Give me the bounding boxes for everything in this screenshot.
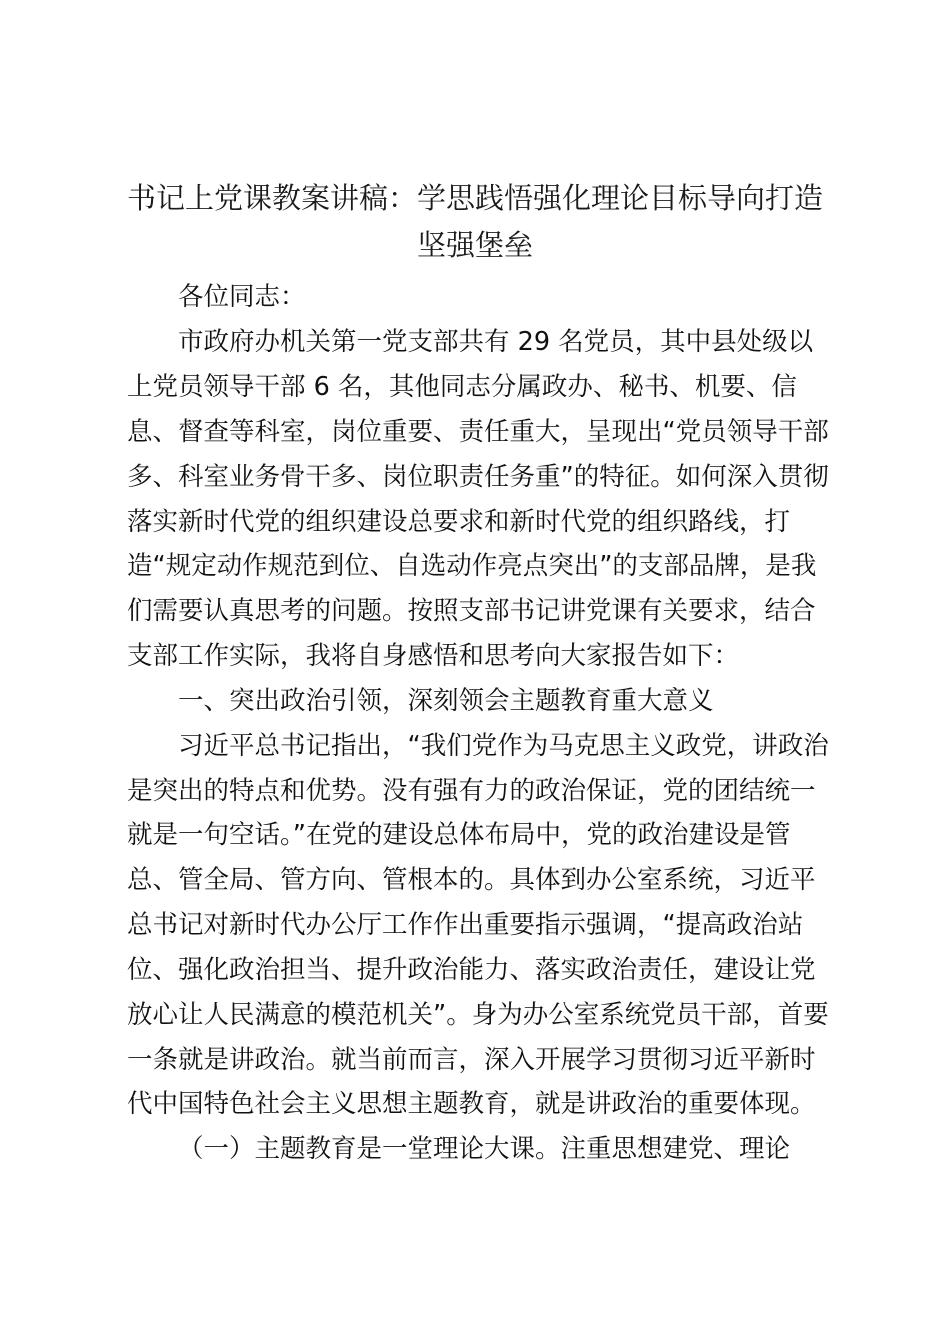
paragraph-2-line-4: 总、管全局、管方向、管根本的。具体到办公室系统，习近平 <box>127 865 816 895</box>
paragraph-1-line-2: 上党员领导干部 6 名，其他同志分属政办、秘书、机要、信 <box>127 372 797 402</box>
paragraph-1-line-8: 支部工作实际，我将自身感悟和思考向大家报告如下： <box>127 641 740 671</box>
paragraph-2-line-2: 是突出的特点和优势。没有强有力的政治保证，党的团结统一 <box>127 776 816 806</box>
paragraph-1-line-3: 息、督查等科室，岗位重要、责任重大，呈现出“党员领导干部 <box>127 417 829 447</box>
section-heading-1: 一、突出政治引领，深刻领会主题教育重大意义 <box>178 686 714 716</box>
paragraph-2-line-1: 习近平总书记指出，“我们党作为马克思主义政党，讲政治 <box>178 731 829 761</box>
paragraph-2-line-8: 一条就是讲政治。就当前而言，深入开展学习贯彻习近平新时 <box>127 1045 816 1075</box>
paragraph-1-line-7: 们需要认真思考的问题。按照支部书记讲党课有关要求，结合 <box>127 596 816 626</box>
document-title-line-2: 坚强堡垒 <box>416 228 533 262</box>
subsection-heading-1: （一）主题教育是一堂理论大课。注重思想建党、理论 <box>178 1134 791 1164</box>
paragraph-2-line-7: 放心让人民满意的模范机关”。身为办公室系统党员干部，首要 <box>127 1000 829 1030</box>
salutation: 各位同志： <box>178 282 306 312</box>
paragraph-1-line-5: 落实新时代党的组织建设总要求和新时代党的组织路线，打 <box>127 507 791 537</box>
paragraph-2-line-9: 代中国特色社会主义思想主题教育，就是讲政治的重要体现。 <box>127 1089 816 1119</box>
paragraph-1-line-4: 多、科室业务骨干多、岗位职责任务重”的特征。如何深入贯彻 <box>127 462 829 492</box>
paragraph-2-line-6: 位、强化政治担当、提升政治能力、落实政治责任，建设让党 <box>127 955 816 985</box>
paragraph-1-line-6: 造“规定动作规范到位、自选动作亮点突出”的支部品牌，是我 <box>127 551 817 581</box>
paragraph-1-line-1: 市政府办机关第一党支部共有 29 名党员，其中县处级以 <box>178 327 814 357</box>
paragraph-2-line-5: 总书记对新时代办公厅工作作出重要指示强调，“提高政治站 <box>127 910 804 940</box>
paragraph-2-line-3: 就是一句空话。”在党的建设总体布局中，党的政治建设是管 <box>127 820 791 850</box>
document-title-line-1: 书记上党课教案讲稿：学思践悟强化理论目标导向打造 <box>126 181 823 215</box>
